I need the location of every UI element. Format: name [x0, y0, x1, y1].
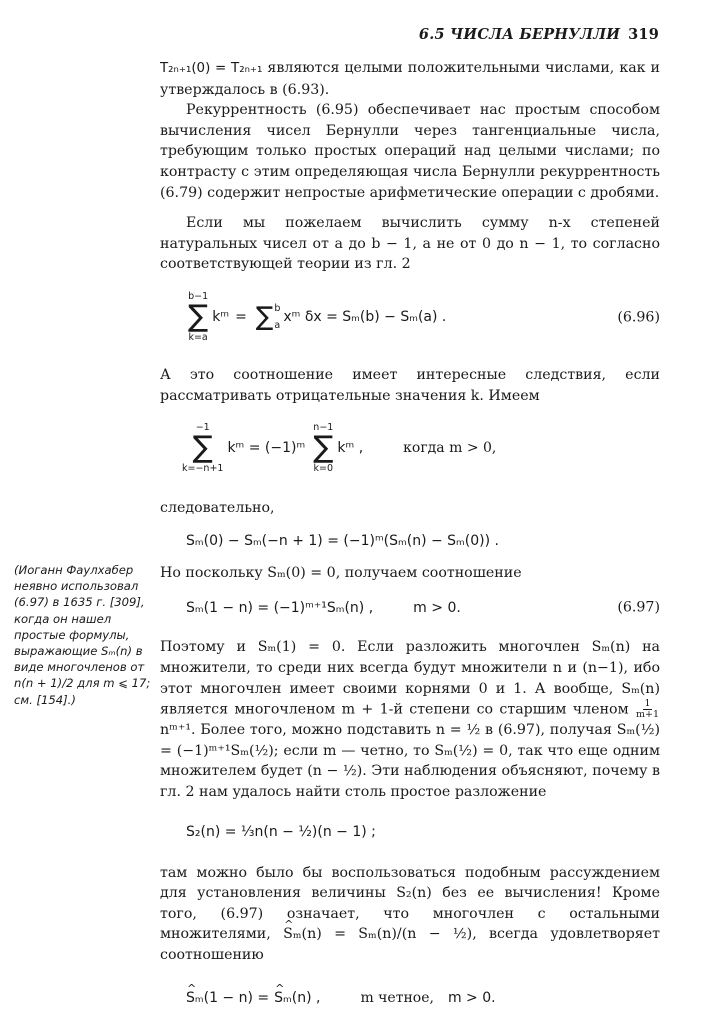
equation-negative-sum: −1 ∑ k=−n+1 kᵐ = (−1)ᵐ n−1 ∑ k=0 kᵐ , когда m > 0,	[182, 422, 497, 475]
running-header	[419, 26, 659, 43]
equation-s2: S₂(n) = ⅓n(n − ½)(n − 1) ;	[186, 823, 376, 840]
paragraph-1-text: являются целыми положительными числами, как и утверждалось в (6.93).	[160, 60, 661, 98]
paragraph-2: Рекуррентность (6.95) обеспечивает нас простым способом вычисления чисел Бернулли через тангенциальные числа, требующим только простых операций над целыми числами; по контрасту с этим определяющая числа Бернулли рекуррентность (6.79) содержит непростые арифметические операции с дробями.	[160, 102, 660, 201]
fraction: $\frac{1}{m+1}$	[635, 698, 659, 721]
equation-sm-difference: Sₘ(0) − Sₘ(−n + 1) = (−1)ᵐ(Sₘ(n) − Sₘ(0)) .	[186, 532, 499, 549]
equation-6-96: b−1 ∑ k=a kᵐ = ∑ b a xᵐ δx = Sₘ(b) − Sₘ(a) . (6.96)	[188, 290, 660, 343]
equation-hat-s: ^ S ₘ(1 − n) = ^ S ₘ(n) , m четное, m > 0.	[160, 974, 660, 1022]
paragraph-4: А это соотношение имеет интересные следствия, если рассматривать отрицательные значения k. Имеем	[160, 366, 660, 404]
section-title: 6.5 ЧИСЛА БЕРНУЛЛИ	[418, 26, 621, 43]
t-formula: T₂ₙ₊₁(0) = T₂ₙ₊₁	[160, 61, 263, 76]
equation-number: (6.97)	[617, 600, 660, 617]
sum-integral-operator: ∑ b a	[255, 301, 281, 332]
margin-note: (Иоганн Фаулхабер неявно использовал (6.97) в 1635 г. [309], когда он нашел простые формулы, выражающие Sₘ(n) в виде многочленов от n(n + 1)/2 для m ⩽ 17; см. [154].)	[14, 563, 151, 707]
paragraph-7: Поэтому и Sₘ(1) = 0. Если разложить многочлен Sₘ(n) на множители, то среди них всегда будут множители n и (n−1), ибо этот многочлен имеет своими корнями 0 и 1. А вообще, Sₘ(n) является многочленом m + 1-й степени со старшим членом $\frac{1}{m+1}$ nᵐ⁺¹. Более того, можно подставить n = ½ в (6.97), получая Sₘ(½) = (−1)ᵐ⁺¹Sₘ(½); если m — четно, то Sₘ(½) = 0, так что еще одним множителем будет (n − ½). Эти наблюдения объясняют, почему в гл. 2 нам удалось найти столь простое разложение	[160, 639, 660, 800]
paragraph-3: Если мы пожелаем вычислить сумму n-х степеней натуральных чисел от a до b − 1, а не от 0 до n − 1, то согласно соответствующей теории из гл. 2	[160, 215, 660, 273]
paragraph-5: следовательно,	[160, 500, 275, 517]
page-number: 319	[628, 26, 659, 43]
equation-6-97: Sₘ(1 − n) = (−1)ᵐ⁺¹Sₘ(n) , m > 0. (6.97)	[160, 585, 660, 631]
paragraph-8: там можно было бы воспользоваться подобным рассуждением для установления величины S₂(n) без ее вычисления! Кроме того, (6.97) означает, что многочлен с остальными множителями, ^ Sₘ(n) = Sₘ(n)/(n − ½), всегда удовлетворяет соотношению	[160, 863, 660, 966]
paragraph-1	[160, 58, 660, 100]
main-text-column	[160, 58, 660, 1022]
equation-number: (6.96)	[617, 309, 660, 326]
sum-operator: b−1 ∑ k=a	[188, 290, 209, 343]
paragraph-6: Но поскольку Sₘ(0) = 0, получаем соотношение	[160, 564, 522, 581]
